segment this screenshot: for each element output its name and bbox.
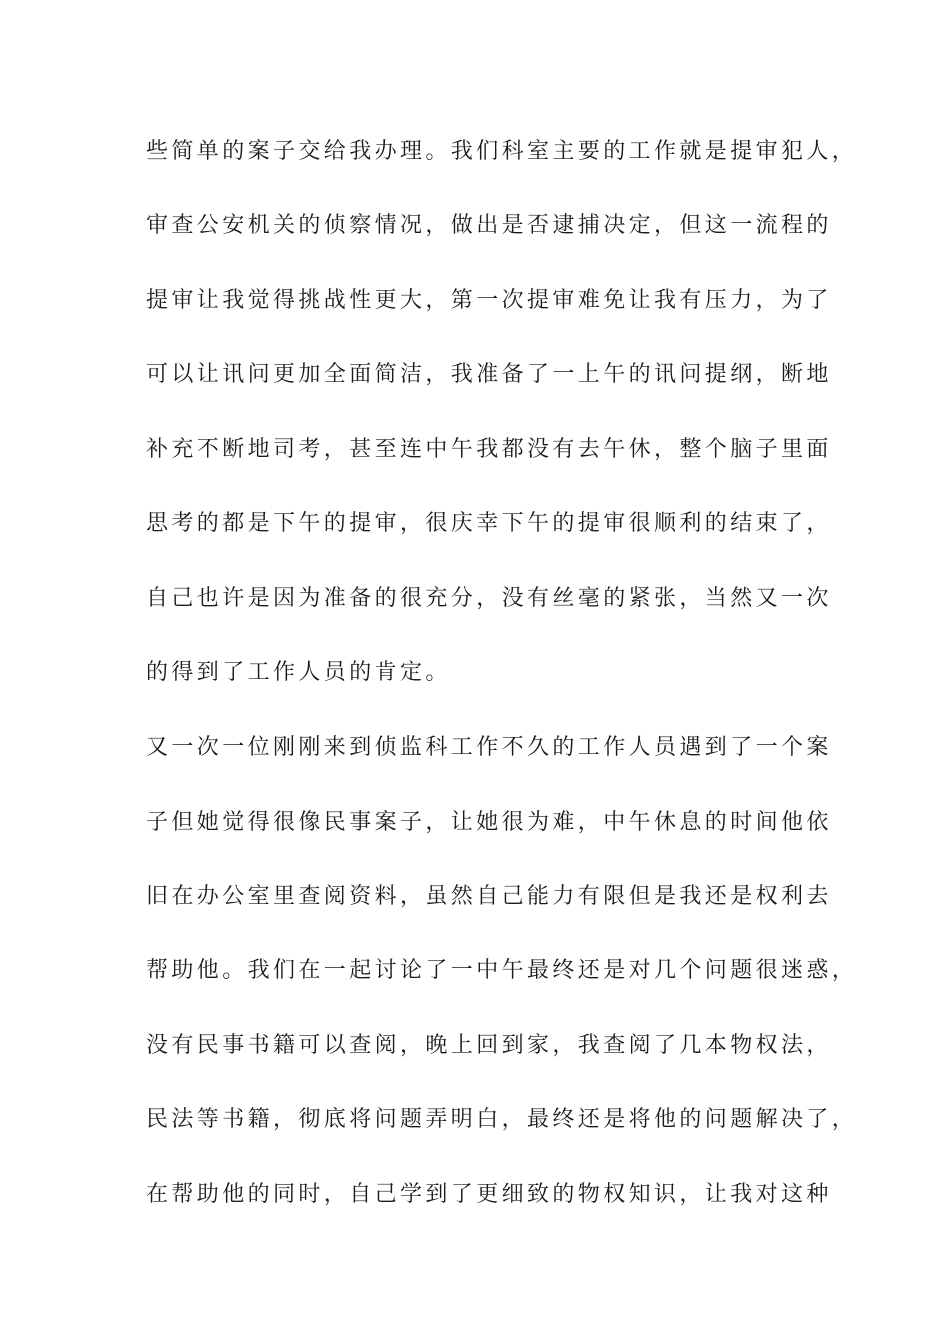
text-line: 自己也许是因为准备的很充分，没有丝毫的紧张，当然又一次: [146, 586, 832, 611]
text-line: 子但她觉得很像民事案子，让她很为难，中午休息的时间他依: [146, 810, 832, 835]
text-line: 审查公安机关的侦察情况，做出是否逮捕决定，但这一流程的: [146, 213, 832, 238]
text-line: 民法等书籍，彻底将问题弄明白，最终还是将他的问题解决了，: [146, 1107, 858, 1132]
text-line: 在帮助他的同时，自己学到了更细致的物权知识，让我对这种: [146, 1182, 832, 1207]
text-line: 可以让讯问更加全面简洁，我准备了一上午的讯问提纲，断地: [146, 362, 832, 387]
text-line: 些简单的案子交给我办理。我们科室主要的工作就是提审犯人，: [146, 139, 858, 164]
text-line: 帮助他。我们在一起讨论了一中午最终还是对几个问题很迷惑，: [146, 958, 858, 983]
text-line: 思考的都是下午的提审，很庆幸下午的提审很顺利的结束了，: [146, 511, 832, 536]
text-line: 旧在办公室里查阅资料，虽然自己能力有限但是我还是权利去: [146, 884, 832, 909]
text-line: 又一次一位刚刚来到侦监科工作不久的工作人员遇到了一个案: [146, 735, 832, 760]
text-line: 的得到了工作人员的肯定。: [146, 660, 451, 685]
text-line: 补充不断地司考，甚至连中午我都没有去午休，整个脑子里面: [146, 437, 832, 462]
text-line: 没有民事书籍可以查阅，晚上回到家，我查阅了几本物权法，: [146, 1033, 832, 1058]
text-line: 提审让我觉得挑战性更大，第一次提审难免让我有压力，为了: [146, 288, 832, 313]
